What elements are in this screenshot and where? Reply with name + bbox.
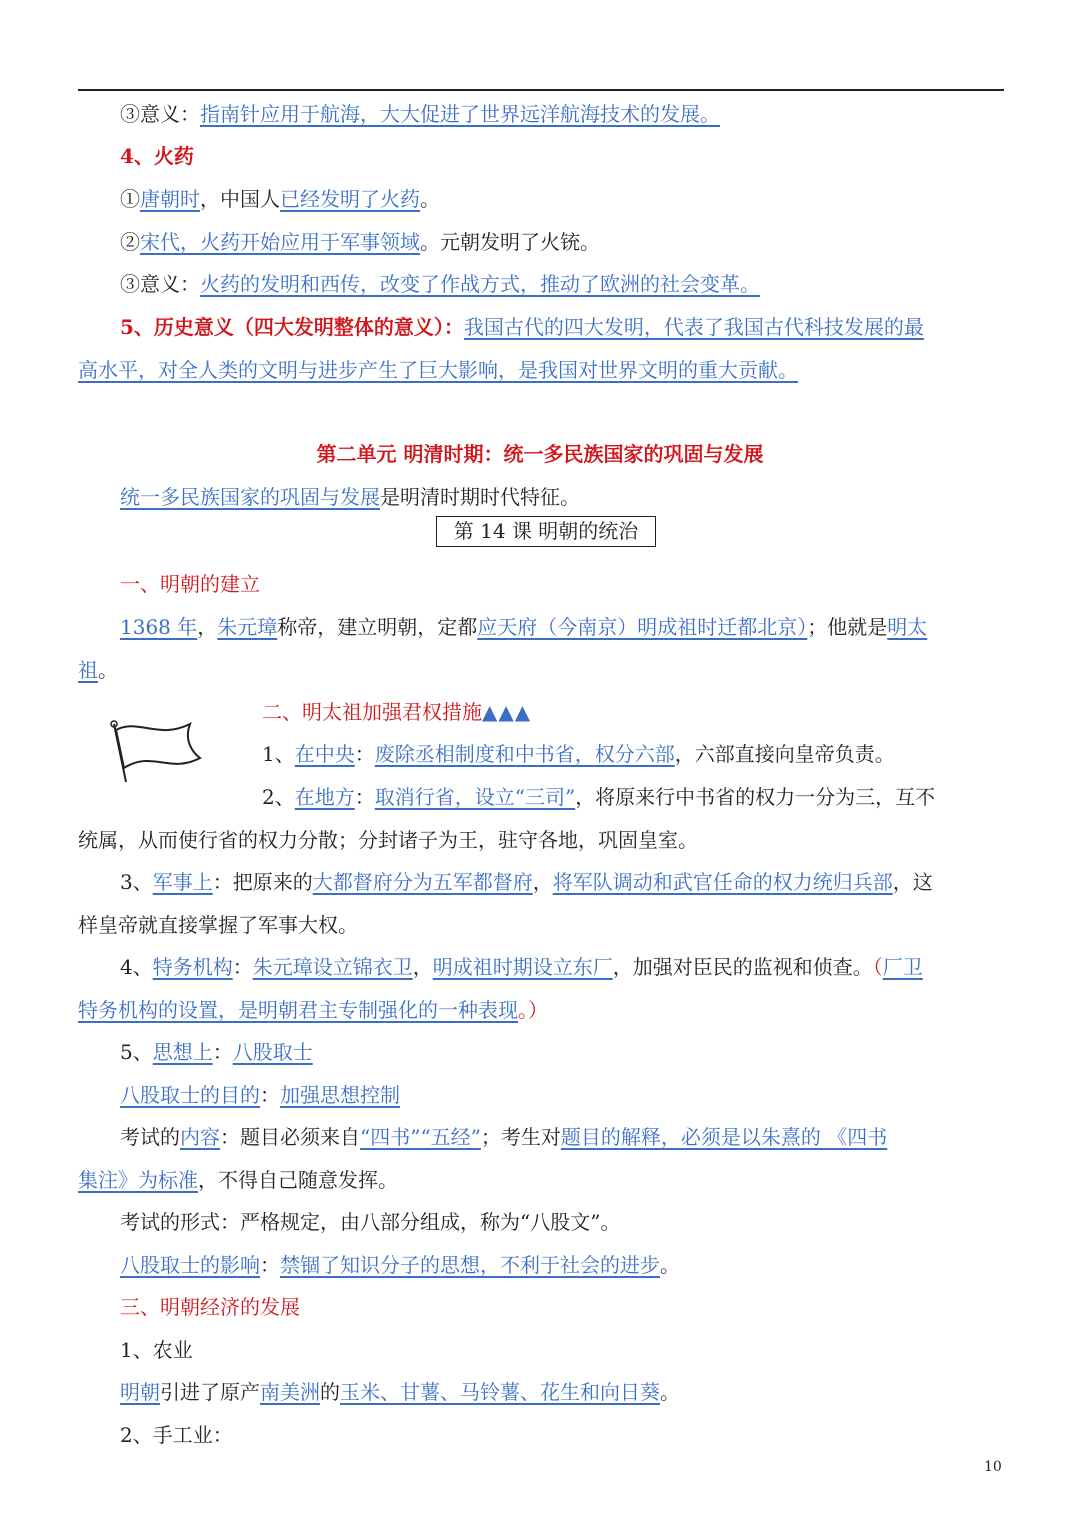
plain-text: 。元朝发明了火铳。 [420, 230, 600, 254]
eight-legged-purpose [120, 1082, 400, 1108]
dongchang-text: 明成祖时期设立东厂 [432, 955, 613, 979]
impact-label: 八股取士的影响 [120, 1253, 260, 1277]
eight-legged-impact [120, 1252, 680, 1278]
impact-text: 禁锢了知识分子的思想，不利于社会的进步 [280, 1253, 660, 1277]
ministry-of-war-text: 将军队调动和武官任命的权力统归兵部 [552, 870, 893, 894]
ming-text: 明朝 [120, 1380, 160, 1404]
jinyiwei-text: 朱元璋设立锦衣卫 [252, 955, 413, 979]
three-offices-text: 取消行省，设立“三司” [374, 785, 576, 809]
emperor-title-text-2: 祖 [78, 658, 98, 682]
compass-significance [120, 101, 720, 127]
gunpowder-item-2 [120, 229, 600, 255]
plain-text: ，将原来行中书省的权力一分为三，互不 [575, 785, 936, 809]
measure-2-line2: 统属，从而使行省的权力分散；分封诸子为王，驻守各地，巩固皇室。 [78, 828, 698, 852]
exam-content [120, 1124, 887, 1150]
crops-line [120, 1379, 680, 1405]
significance-label: ③意义： [120, 272, 200, 296]
measure-3-line2: 样皇帝就直接掌握了军事大权。 [78, 913, 358, 937]
plain-text: 。 [660, 1253, 680, 1277]
paren-close: 。） [518, 998, 548, 1022]
item-number: 4、 [120, 955, 153, 979]
plain-text: ： [260, 1253, 280, 1277]
plain-text: ， [532, 870, 553, 894]
changwei-text: 厂卫 [882, 955, 923, 979]
importance-marks-icon: ▲▲▲ [482, 700, 532, 724]
plain-text: ，不得自己随意发挥。 [198, 1168, 398, 1192]
section3-heading: 三、明朝经济的发展 [120, 1295, 300, 1319]
content-label: 内容 [180, 1125, 220, 1149]
exam-form: 考试的形式：严格规定，由八部分组成，称为“八股文”。 [120, 1210, 621, 1234]
gunpowder-heading: 4、火药 [120, 144, 194, 168]
military-text: 军事上 [152, 870, 213, 894]
plain-text: 的 [320, 1380, 340, 1404]
tang-dynasty-text: 唐朝时 [140, 187, 200, 211]
measure-4 [120, 954, 923, 980]
ideology-text: 思想上 [152, 1040, 213, 1064]
item-number: ② [120, 230, 140, 254]
plain-text: ， [412, 955, 433, 979]
section2-heading [262, 699, 531, 725]
item-number: 2、 [262, 785, 295, 809]
history-significance-text-1: 我国古代的四大发明，代表了我国古代科技发展的最 [463, 315, 924, 339]
lesson-title-box: 第 14 课 明朝的统治 [436, 516, 656, 547]
section2-title: 二、明太祖加强君权措施 [262, 700, 482, 724]
plain-text: ： [354, 785, 375, 809]
plain-text: ；他就是 [807, 615, 888, 639]
measure-2 [262, 784, 935, 810]
item-number: ① [120, 187, 140, 211]
gunpowder-significance-text: 火药的发明和西传，改变了作战方式，推动了欧洲的社会变革。 [200, 272, 760, 296]
zhu-yuanzhang-text: 朱元璋 [217, 615, 278, 639]
significance-label: ③意义： [120, 102, 200, 126]
autocracy-text: 特务机构的设置，是明朝君主专制强化的一种表现 [78, 998, 518, 1022]
plain-text: 。 [98, 658, 118, 682]
abolish-chancellor-text: 废除丞相制度和中书省，权分六部 [374, 742, 675, 766]
plain-text: ：把原来的 [212, 870, 313, 894]
local-text: 在地方 [294, 785, 355, 809]
item-number: 5、 [120, 1040, 153, 1064]
history-significance-heading: 5、历史意义（四大发明整体的意义）： [120, 315, 464, 339]
emperor-title-text: 明太 [887, 615, 928, 639]
item-number: 3、 [120, 870, 153, 894]
plain-text: ，这 [892, 870, 933, 894]
gunpowder-item-3 [120, 271, 760, 297]
measure-5 [120, 1039, 313, 1065]
history-significance [120, 314, 924, 340]
measure-1 [262, 741, 895, 767]
era-feature-text: 统一多民族国家的巩固与发展 [120, 485, 380, 509]
plain-text: ：题目必须来自 [220, 1125, 360, 1149]
paren-open: （ [872, 955, 883, 979]
zhuxi-standard-text: 集注》为标准 [78, 1168, 198, 1192]
plain-text: 。 [420, 187, 440, 211]
classics-text: “四书”“五经” [360, 1125, 481, 1149]
plain-text: 引进了原产 [160, 1380, 260, 1404]
measure-3 [120, 869, 933, 895]
central-text: 在中央 [294, 742, 355, 766]
plain-text: 考试的 [120, 1125, 180, 1149]
plain-text: 称帝，建立明朝，定都 [277, 615, 478, 639]
header-rule [78, 89, 1004, 91]
history-significance-text-2: 高水平，对全人类的文明与进步产生了巨大影响，是我国对世界文明的重大贡献。 [78, 358, 798, 382]
page-number: 10 [984, 1459, 1002, 1475]
south-america-text: 南美洲 [260, 1380, 320, 1404]
plain-text: ，加强对臣民的监视和侦查。 [612, 955, 873, 979]
measure-4-line2 [78, 997, 548, 1023]
plain-text: ，中国人 [200, 187, 280, 211]
plain-text: 。 [660, 1380, 680, 1404]
unit-subtitle [120, 484, 580, 510]
plain-text: ， [197, 615, 218, 639]
secret-police-text: 特务机构 [152, 955, 233, 979]
agriculture-heading: 1、农业 [120, 1338, 193, 1362]
plain-text: ；考生对 [480, 1125, 561, 1149]
plain-text: 是明清时期时代特征。 [380, 485, 580, 509]
section1-heading: 一、明朝的建立 [120, 572, 260, 596]
song-dynasty-text: 宋代，火药开始应用于军事领域 [140, 230, 420, 254]
capital-text: 应天府（今南京）明成祖时迁都北京） [477, 615, 808, 639]
history-significance-line2 [78, 357, 798, 383]
handicraft-heading: 2、手工业： [120, 1423, 233, 1447]
ming-founding-line2 [78, 657, 118, 683]
plain-text: ： [212, 1040, 233, 1064]
five-commands-text: 大都督府分为五军都督府 [312, 870, 533, 894]
purpose-text: 加强思想控制 [280, 1083, 400, 1107]
item-number: 1、 [262, 742, 295, 766]
ming-founding-line1 [120, 614, 927, 640]
plain-text: ： [232, 955, 253, 979]
year-text: 1368 年 [120, 615, 198, 639]
unit-title: 第二单元 明清时期：统一多民族国家的巩固与发展 [316, 442, 764, 466]
plain-text: ： [260, 1083, 280, 1107]
flag-icon [108, 720, 204, 784]
compass-significance-text: 指南针应用于航海，大大促进了世界远洋航海技术的发展。 [200, 102, 720, 126]
exam-content-line2 [78, 1167, 398, 1193]
plain-text: ，六部直接向皇帝负责。 [674, 742, 895, 766]
eight-legged-text: 八股取士 [232, 1040, 313, 1064]
interpretation-text: 题目的解释，必须是以朱熹的 《四书 [560, 1125, 888, 1149]
gunpowder-item-1 [120, 186, 440, 212]
plain-text: ： [354, 742, 375, 766]
invented-gunpowder-text: 已经发明了火药 [280, 187, 420, 211]
crops-text: 玉米、甘薯、马铃薯、花生和向日葵 [340, 1380, 660, 1404]
purpose-label: 八股取士的目的 [120, 1083, 260, 1107]
